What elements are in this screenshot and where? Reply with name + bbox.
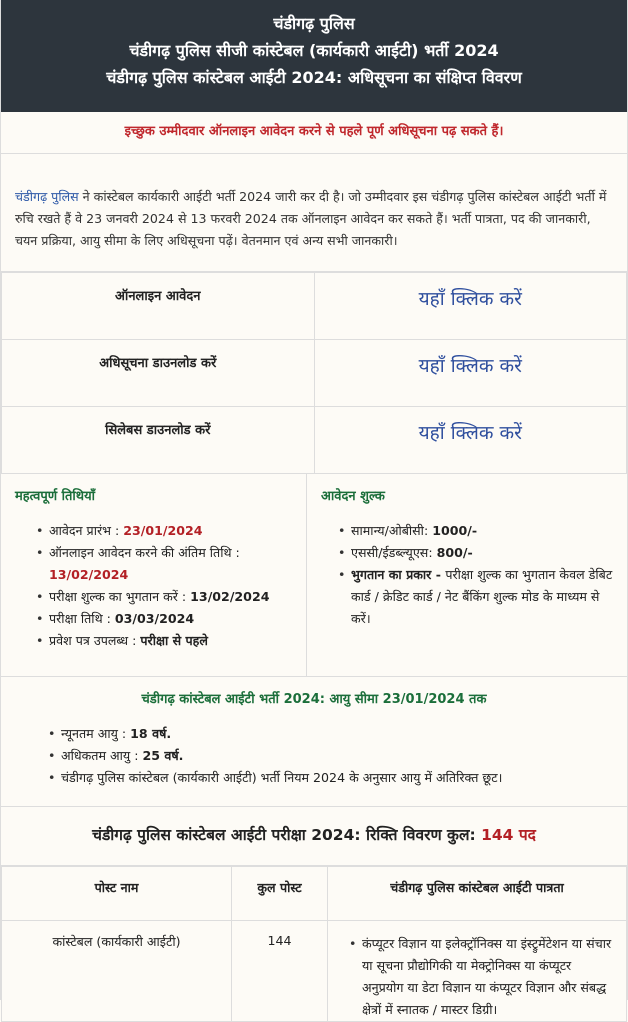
age-label: अधिकतम आयु : — [61, 748, 143, 763]
fee-title: आवेदन शुल्क — [321, 489, 385, 504]
dates-title: महत्वपूर्ण तिथियाँ — [15, 489, 96, 504]
link-row-notification — [2, 340, 627, 407]
fee-value: 800/- — [436, 545, 473, 560]
fee-label: सामान्य/ओबीसी: — [351, 523, 433, 538]
list-item — [351, 542, 615, 564]
dates-list — [15, 520, 294, 652]
age-value: 18 वर्ष. — [130, 726, 172, 741]
list-item — [351, 564, 615, 630]
column-header: कुल पोस्ट — [232, 867, 328, 921]
vacancy-title-text: चंडीगढ़ पुलिस कांस्टेबल आईटी परीक्षा 2024: रिक्ति विवरण कुल: — [92, 826, 482, 844]
total-post-cell: 144 — [232, 921, 328, 1022]
list-item — [61, 745, 627, 767]
date-value: 13/02/2024 — [190, 589, 270, 604]
vacancy-title — [1, 807, 627, 866]
age-limit-section — [1, 677, 627, 807]
link-row-apply — [2, 273, 627, 340]
eligibility-cell — [328, 921, 627, 1022]
link-row-syllabus — [2, 407, 627, 474]
vacancy-count: 144 पद — [481, 826, 536, 844]
date-label: आवेदन प्रारंभ : — [49, 523, 124, 538]
vacancy-table — [1, 866, 627, 1022]
page-header — [1, 0, 627, 112]
fee-label: भुगतान का प्रकार - — [351, 567, 446, 582]
list-item — [49, 608, 294, 630]
important-dates — [1, 474, 307, 676]
dates-fees-section — [1, 474, 627, 677]
notification-download-link[interactable]: यहाँ क्लिक करें — [314, 340, 627, 407]
table-row — [2, 921, 627, 1022]
post-name-cell: कांस्टेबल (कार्यकारी आईटी) — [2, 921, 232, 1022]
list-item — [49, 520, 294, 542]
header-recruitment-title: चंडीगढ़ पुलिस सीजी कांस्टेबल (कार्यकारी आईटी) भर्ती 2024 — [129, 41, 499, 60]
list-item: • कंप्यूटर विज्ञान या इलेक्ट्रॉनिक्स या इंस्ट्रुमेंटेशन या संचार या सूचना प्रौद्योगिकी या मेक्ट्रोनिक्स या कंप्यूटर अनुप्रयोग या डेटा विज्ञान या कंप्यूटर विज्ञान और संबद्ध क्षेत्रों में स्नातक / मास्टर डिग्री। — [362, 933, 616, 1021]
list-item — [61, 767, 627, 789]
date-value: 03/03/2024 — [114, 611, 195, 626]
list-item — [49, 542, 294, 586]
list-item — [49, 630, 294, 652]
link-label-syllabus: सिलेबस डाउनलोड करें — [2, 407, 315, 474]
date-label: ऑनलाइन आवेदन करने की अंतिम तिथि : — [49, 545, 240, 560]
link-label-notification: अधिसूचना डाउनलोड करें — [2, 340, 315, 407]
age-title: चंडीगढ़ कांस्टेबल आईटी भर्ती 2024: आयु सीमा 23/01/2024 तक — [141, 692, 487, 707]
fee-label: एससी/ईडब्ल्यूएस: — [351, 545, 437, 560]
age-list — [1, 723, 627, 789]
list-item — [351, 520, 615, 542]
age-label: न्यूनतम आयु : — [61, 726, 131, 741]
intro-org-link[interactable]: चंडीगढ़ पुलिस — [15, 189, 79, 204]
date-value: 13/02/2024 — [49, 567, 129, 582]
list-item — [49, 586, 294, 608]
fee-payment-mode: परीक्षा शुल्क का भुगतान केवल डेबिट कार्ड / क्रेडिट कार्ड / नेट बैंकिंग शुल्क मोड के माध्यम से करें। — [351, 567, 613, 626]
links-table — [1, 272, 627, 474]
eligibility-list — [340, 933, 616, 1021]
table-header-row — [2, 867, 627, 921]
age-value: 25 वर्ष. — [142, 748, 184, 763]
intro-text: ने कांस्टेबल कार्यकारी आईटी भर्ती 2024 जारी कर दी है। जो उम्मीदवार इस चंडीगढ़ पुलिस कांस्टेबल आईटी भर्ती में रुचि रखते हैं वे 23 जनवरी 2024 से 13 फरवरी 2024 तक ऑनलाइन आवेदन कर सकते हैं। भर्ती पात्रता, पद की जानकारी, चयन प्रक्रिया, आयु सीमा के लिए अधिसूचना पढ़ें। वेतनमान एवं अन्य सभी जानकारी। — [15, 189, 607, 248]
link-label-apply: ऑनलाइन आवेदन — [2, 273, 315, 340]
date-label: परीक्षा तिथि : — [49, 611, 115, 626]
fee-value: 1000/- — [432, 523, 478, 538]
syllabus-download-link[interactable]: यहाँ क्लिक करें — [314, 407, 627, 474]
column-header: चंडीगढ़ पुलिस कांस्टेबल आईटी पात्रता — [328, 867, 627, 921]
list-item — [61, 723, 627, 745]
header-org: चंडीगढ़ पुलिस — [273, 14, 355, 33]
intro-paragraph — [1, 172, 627, 272]
apply-online-link[interactable]: यहाँ क्लिक करें — [314, 273, 627, 340]
column-header: पोस्ट नाम — [2, 867, 232, 921]
date-value: परीक्षा से पहले — [140, 633, 208, 648]
date-label: प्रवेश पत्र उपलब्ध : — [49, 633, 141, 648]
header-subtitle: चंडीगढ़ पुलिस कांस्टेबल आईटी 2024: अधिसूचना का संक्षिप्त विवरण — [106, 68, 522, 87]
date-label: परीक्षा शुल्क का भुगतान करें : — [49, 589, 191, 604]
age-relaxation: चंडीगढ़ पुलिस कांस्टेबल (कार्यकारी आईटी) भर्ती नियम 2024 के अनुसार आयु में अतिरिक्त छूट। — [61, 770, 503, 785]
notice-text: इच्छुक उम्मीदवार ऑनलाइन आवेदन करने से पहले पूर्ण अधिसूचना पढ़ सकते हैं। — [1, 112, 627, 154]
application-fee — [307, 474, 627, 676]
fee-list — [321, 520, 615, 630]
date-value: 23/01/2024 — [123, 523, 203, 538]
